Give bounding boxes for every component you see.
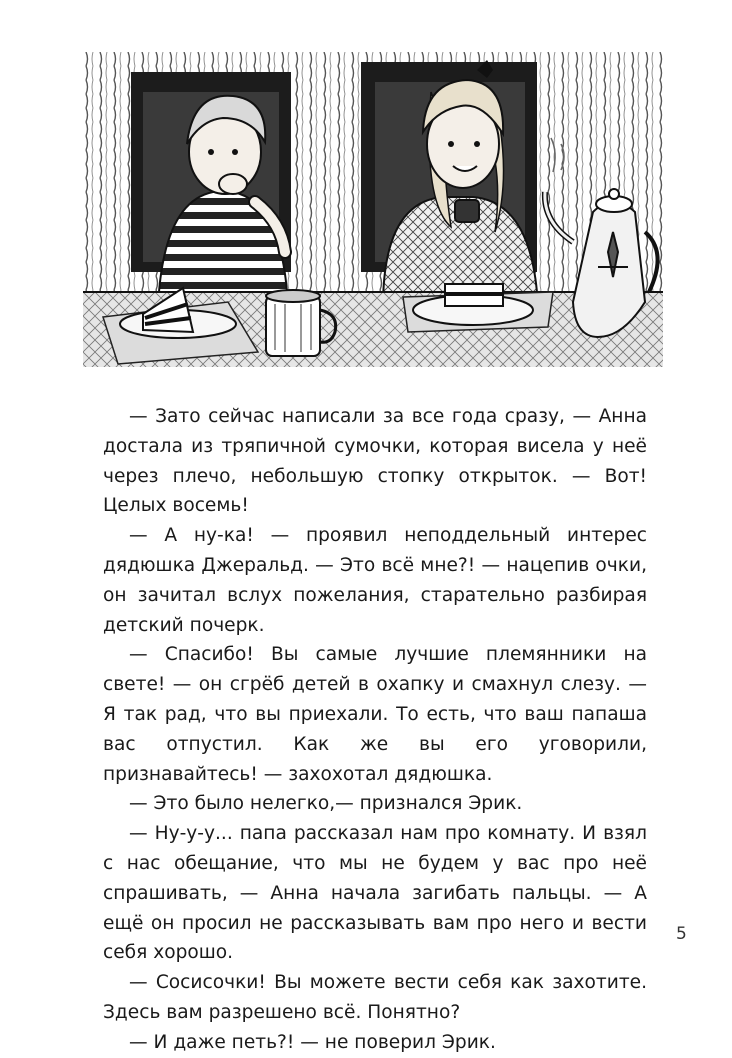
- paragraph: — Спасибо! Вы самые лучшие племянники на свете! — он сгрёб детей в охапку и смахнул слезу. — Я так рад, что вы приехали. То есть, что ваш папаша вас отпустил. Как же вы его уговорили, признавайтесь! — захохотал дядюшка.: [103, 644, 647, 785]
- story-text: [103, 402, 647, 1058]
- illustration: [83, 52, 663, 367]
- paragraph: — Зато сейчас написали за все года сразу, — Анна достала из тряпичной сумочки, которая висела у неё через плечо, небольшую стопку открыток. — Вот! Целых восемь!: [103, 406, 647, 517]
- paragraph: — Ну-у-у... папа рассказал нам про комнату. И взял с нас обещание, что мы не будем у вас про неё спрашивать, — Анна начала загибать пальцы. — А ещё он просил не рассказывать вам про него и вести себя хорошо.: [103, 823, 647, 964]
- paragraph: — И даже петь?! — не поверил Эрик.: [129, 1031, 496, 1053]
- page-number: 5: [676, 924, 687, 944]
- paragraph: — А ну-ка! — проявил неподдельный интерес дядюшка Джеральд. — Это всё мне?! — нацепив очки, он зачитал вслух пожелания, старательно разбирая детский почерк.: [103, 525, 647, 636]
- paragraph: — Это было нелегко,— признался Эрик.: [129, 793, 523, 815]
- paragraph: — Сосисочки! Вы можете вести себя как захотите. Здесь вам разрешено всё. Понятно?: [103, 972, 647, 1023]
